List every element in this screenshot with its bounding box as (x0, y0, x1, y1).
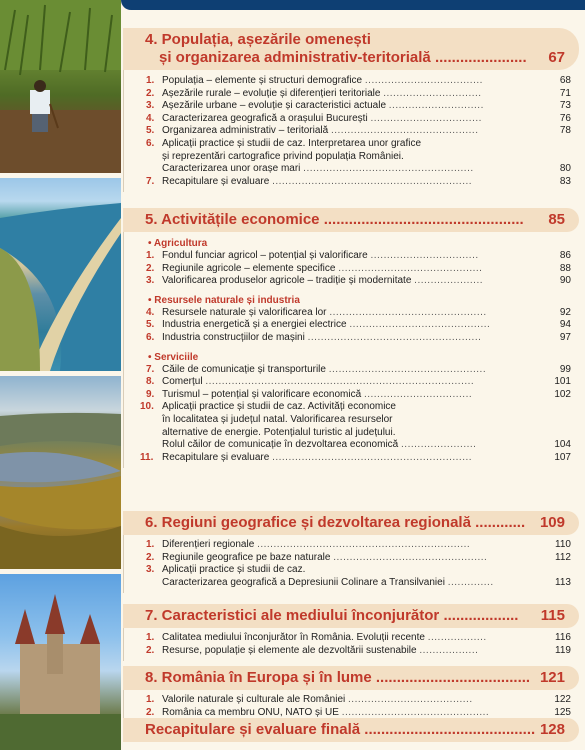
chapter-8-title[interactable]: 8. România în Europa și în lume ..................................... 121 (123, 666, 579, 690)
chapter-title-line2: și organizarea administrativ-teritorială (159, 49, 431, 66)
subsection-heading-serviciile: • Serviciile (148, 351, 199, 363)
toc-entry[interactable]: 2. Resurse, populație și elemente ale dezvoltării sustenabile .................. 119 (146, 644, 571, 656)
river-bend-landscape-photo (0, 376, 121, 569)
toc-entry-continued[interactable]: Caracterizarea unor orașe mari .................................................... 80 (162, 163, 571, 175)
chapter-7 (123, 604, 579, 661)
final-recap (123, 718, 579, 742)
chapter-title-line1: 4. Populația, așezările omenești (145, 31, 371, 48)
chapter-8 (123, 666, 579, 723)
danube-delta-coast-photo (0, 178, 121, 371)
toc-entry[interactable]: 11. Recapitulare și evaluare ............................................................. 107 (140, 451, 571, 463)
chapter-4-title[interactable] (123, 28, 579, 70)
toc-entry[interactable]: 4. Resursele naturale și valorificarea lor ................................................ 92 (146, 306, 571, 318)
header-bar (121, 0, 585, 10)
toc-entry[interactable]: 1. Fondul funciar agricol – potențial și valorificare ................................. 86 (146, 250, 571, 261)
toc-entry[interactable]: 3. Așezările urbane – evoluție și caracteristici actuale ............................. 73 (146, 100, 571, 112)
toc-entry[interactable]: 3. Aplicații practice și studii de caz. (146, 564, 306, 576)
chapter-6 (123, 511, 579, 593)
toc-entry[interactable]: 5. Organizarea administrativ – teritorială ............................................. 78 (146, 125, 571, 137)
toc-entry[interactable]: 10. Aplicații practice și studii de caz. Activități economice (140, 401, 396, 413)
toc-entry[interactable]: 1. Valorile naturale și culturale ale României ...................................... 122 (146, 694, 571, 705)
toc-entry[interactable]: 2. Așezările rurale – evoluție și diferențieri teritoriale .............................. 71 (146, 87, 571, 99)
toc-entry[interactable]: 7. Recapitulare și evaluare ............................................................. 83 (146, 175, 571, 187)
subsection-heading-agricultura: • Agricultura (148, 238, 208, 249)
toc-entry[interactable]: 1. Populația – elemente și structuri demografice .................................... 68 (146, 75, 571, 86)
corvin-castle-photo (0, 574, 121, 750)
toc-entry[interactable]: 9. Turismul – potențial și valorificare economică ................................. 102 (146, 388, 571, 400)
toc-entry[interactable]: 6. Industria construcțiilor de mașini ..................................................... 97 (146, 331, 571, 343)
subsection-heading-industria: • Resursele naturale și industria (148, 294, 300, 306)
toc-entry[interactable]: 3. Valorificarea produselor agricole – tradiție și modernitate ..................... 90 (146, 275, 571, 287)
toc-entry-continued[interactable]: Rolul căilor de comunicație în dezvoltarea economică ....................... 104 (162, 439, 571, 451)
chapter-5 (123, 208, 579, 468)
toc-entry[interactable]: 2. Regiunile geografice pe baze naturale ............................................... 112 (146, 551, 571, 563)
toc-entry-continued: în localitatea și județul natal. Valorificarea resurselor (162, 413, 393, 425)
toc-entry[interactable]: 1. Calitatea mediului înconjurător în România. Evoluții recente .................. 116 (146, 632, 571, 643)
toc-entry[interactable]: 2. Regiunile agricole – elemente specifice ............................................ 88 (146, 262, 571, 274)
final-recap-title[interactable]: Recapitulare și evaluare finală ......................................... 128 (123, 718, 579, 742)
chapter-7-title[interactable]: 7. Caracteristici ale mediului înconjurător .................. 115 (123, 604, 579, 628)
photo-strip (0, 0, 121, 750)
chapter-page-number: 67 (548, 49, 565, 66)
toc-entry[interactable]: 6. Aplicații practice și studii de caz. Interpretarea unor grafice (146, 137, 422, 149)
chapter-5-title[interactable]: 5. Activitățile economice ................................................ 85 (123, 208, 579, 232)
toc-entry-continued: alternative de energie. Potențialul turistic al județului. (162, 426, 396, 438)
toc-entry[interactable]: 4. Caracterizarea geografică a orașului București .................................. 76 (146, 112, 571, 124)
toc-entry-continued: și reprezentări cartografice privind populația României. (162, 150, 404, 162)
toc-entry[interactable]: 8. Comerțul .................................................................................. 101 (146, 376, 571, 388)
leader-dots: ...................... (434, 49, 527, 66)
chapter-4 (123, 28, 579, 192)
chapter-6-title[interactable]: 6. Regiuni geografice și dezvoltarea regională ............ 109 (123, 511, 579, 535)
toc-entry[interactable]: 5. Industria energetică și a energiei electrice ........................................... 94 (146, 319, 571, 331)
toc-entry[interactable]: 7. Căile de comunicație și transporturile ................................................ 99 (146, 363, 571, 375)
toc-entry[interactable]: 1. Diferențieri regionale ................................................................. 110 (146, 539, 571, 550)
toc-entry[interactable]: 2. România ca membru ONU, NATO și UE ............................................. 125 (146, 706, 571, 718)
toc-entry-continued[interactable]: Caracterizarea geografică a Depresiunii Colinare a Transilvaniei .............. 113 (162, 576, 571, 588)
farmer-field-photo (0, 0, 121, 173)
